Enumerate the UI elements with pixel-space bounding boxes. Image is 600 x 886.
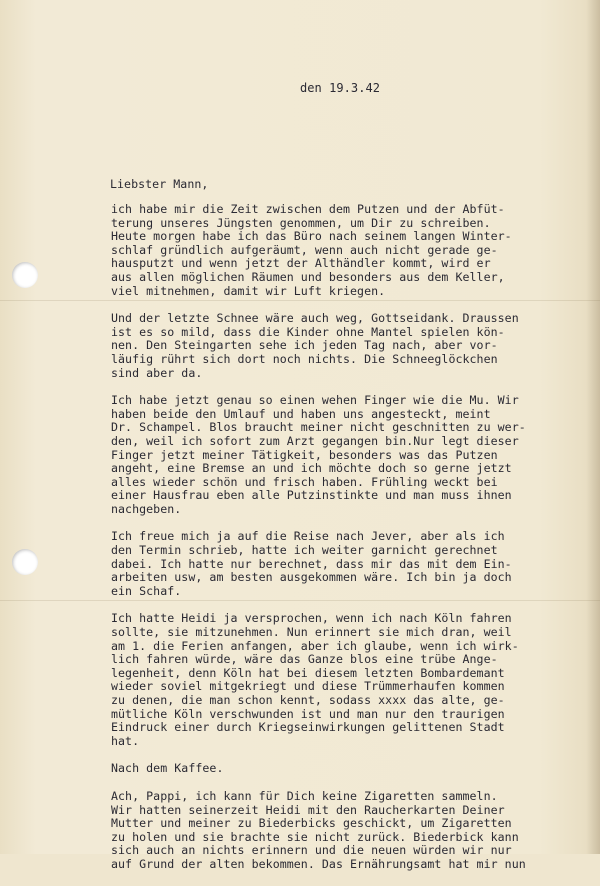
text-line: hausputzt und wenn jetzt der Althändler kommt, wird er [111,256,491,271]
letter-paragraph [111,612,526,748]
text-line: auf Grund der alten bekommen. Das Ernährungsamt hat mir nun [111,856,526,871]
text-line: Nach dem Kaffee. [111,761,224,776]
text-line: aus allen möglichen Räumen und besonders aus dem Keller, [111,269,505,284]
text-line: nachgeben. [111,501,182,516]
text-line: Mutter und meiner zu Biederbicks geschickt, um Zigaretten [111,816,512,831]
text-line: sollte, sie mitzunehmen. Nun erinnert sie mich dran, weil [111,625,512,640]
punch-hole-bottom [12,549,38,575]
text-line: läufig rührt sich dort noch nichts. Die Schneeglöckchen [111,351,498,366]
text-line: Ich hatte Heidi ja versprochen, wenn ich nach Köln fahren [111,611,512,626]
text-line: viel mitnehmen, damit wir Luft kriegen. [111,283,386,298]
text-line: arbeiten usw, am besten ausgekommen wäre. Ich bin ja doch [111,570,512,585]
text-line: hat. [111,733,140,748]
text-line: einer Hausfrau eben alle Putzinstinkte und man muss ihnen [111,488,512,503]
text-line: Heute morgen habe ich das Büro nach seinem langen Winter- [111,229,512,244]
text-line: lich fahren würde, wäre das Ganze blos eine trübe Ange- [111,652,498,667]
letter-paragraph [111,530,526,598]
letter-body [111,203,526,886]
page-edge-shadow [586,0,600,854]
text-line: schlaf gründlich aufgeräumt, wenn auch nicht gerade ge- [111,242,498,257]
letter-date: den 19.3.42 [300,81,381,95]
letter-paragraph [111,203,526,298]
text-line: sich auch an nichts erinnern und die neuen würden wir nur [111,843,512,858]
text-line: Eindruck einer durch Kriegseinwirkungen gelittenen Stadt [111,720,505,735]
text-line: legenheit, denn Köln hat bei diesem letzten Bombardemant [111,665,505,680]
text-line: terung unseres Jüngsten genommen, um Dir zu schreiben. [111,215,491,230]
letter-paragraph [111,790,526,872]
text-line: Und der letzte Schnee wäre auch weg, Gottseidank. Draussen [111,311,519,326]
text-line: Ich habe jetzt genau so einen wehen Finger wie die Mu. Wir [111,393,519,408]
text-line: nen. Den Steingarten sehe ich jeden Tag nach, aber vor- [111,338,498,353]
letter-paragraph [111,394,526,516]
text-line: am 1. die Ferien anfangen, aber ich glaube, wenn ich wirk- [111,638,519,653]
text-line: zu denen, die man schon kennt, sodass xxxx das alte, ge- [111,693,505,707]
text-line: haben beide den Umlauf und haben uns angesteckt, meint [111,406,491,421]
text-line: sind aber da. [111,365,203,380]
text-line: den Termin schrieb, hatte ich weiter garnicht gerechnet [111,543,498,558]
text-line: ich habe mir die Zeit zwischen dem Putzen und der Abfüt- [111,202,505,216]
text-line: zu holen und sie brachte sie nicht zurück. Biederbick kann [111,829,519,844]
text-line: alles wieder schön und frisch haben. Frühling weckt bei [111,474,498,489]
text-line: ein Schaf. [111,583,182,598]
letter-salutation: Liebster Mann, [110,177,209,191]
punch-hole-top [12,262,38,288]
text-line: Ich freue mich ja auf die Reise nach Jever, aber als ich [111,529,505,544]
text-line: ist es so mild, dass die Kinder ohne Mantel spielen kön- [111,324,505,339]
text-line: Dr. Schampel. Blos braucht meiner nicht geschnitten zu wer- [111,420,526,435]
letter-paragraph [111,762,526,776]
text-line: mütliche Köln verschwunden ist und man nur den traurigen [111,706,505,721]
text-line: angeht, eine Bremse an und ich möchte doch so gerne jetzt [111,461,512,476]
text-line: den, weil ich sofort zum Arzt gegangen bin.Nur legt dieser [111,433,519,448]
text-line: wieder soviel mitgekriegt und diese Trümmerhaufen kommen [111,679,505,694]
text-line: Finger jetzt meiner Tätigkeit, besonders was das Putzen [111,447,498,462]
text-line: dabei. Ich hatte nur berechnet, dass mir das mit dem Ein- [111,556,512,571]
text-line: Wir hatten seinerzeit Heidi mit den Raucherkarten Deiner [111,802,505,817]
letter-paragraph [111,312,526,380]
text-line: Ach, Pappi, ich kann für Dich keine Zigaretten sammeln. [111,788,498,803]
